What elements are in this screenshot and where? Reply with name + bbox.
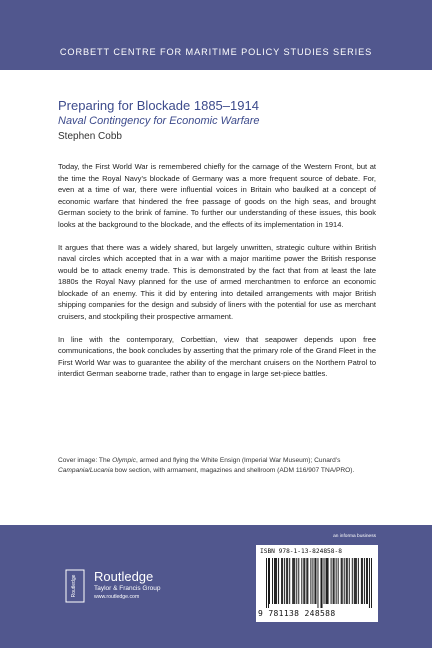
- barcode-bar: [317, 558, 318, 608]
- barcode-bar: [315, 558, 316, 604]
- isbn-label: ISBN 978-1-13-824858-8: [260, 548, 342, 555]
- barcode-bar: [338, 558, 339, 604]
- barcode-bar: [278, 558, 279, 604]
- barcode-bar: [344, 558, 345, 604]
- barcode-bar: [367, 558, 368, 604]
- barcode-bar: [333, 558, 334, 604]
- barcode-bar: [306, 558, 307, 604]
- barcode-bar: [371, 558, 372, 608]
- barcode-bar: [274, 558, 275, 604]
- barcode-bar: [361, 558, 362, 604]
- caption-prefix: Cover image: The: [58, 457, 113, 464]
- barcode-bar: [314, 558, 315, 604]
- book-title: Preparing for Blockade 1885–1914: [58, 98, 259, 113]
- barcode-bar: [312, 558, 313, 604]
- barcode-bar: [287, 558, 288, 604]
- barcode-bar: [284, 558, 285, 604]
- barcode-bar: [275, 558, 276, 604]
- barcode-bar: [286, 558, 287, 604]
- barcode-bar: [355, 558, 356, 604]
- barcode-bar: [292, 558, 293, 604]
- barcode-bar: [366, 558, 367, 604]
- routledge-logo-icon: [63, 569, 87, 603]
- top-band: [0, 0, 432, 70]
- blurb-paragraph: It argues that there was a widely shared, but largely unwritten, strategic culture within British naval circles which accepted that in a war with a major maritime power the British response would be to attack enemy trade. This is demonstrated by the fact that from at least the late 1880s the Royal Navy planned for the use of armed merchantmen to enforce an economic blockade of an enemy. This it did by entering into detailed arrangements with major British shipping companies for the design and subsidy of liners with the potential for use as merchant cruisers, and stockpiling their prospective armament.: [58, 242, 376, 321]
- publisher-group: Taylor & Francis Group: [94, 585, 161, 592]
- barcode-bar: [321, 558, 322, 608]
- barcode-bar: [342, 558, 343, 604]
- blurb: [58, 161, 376, 380]
- barcode-bar: [307, 558, 308, 604]
- barcode-bar: [272, 558, 273, 604]
- informa-tagline: an informa business: [333, 534, 376, 539]
- barcode-bar: [298, 558, 299, 604]
- logo-text: Routledge: [71, 574, 77, 598]
- barcode-bars: [266, 558, 372, 608]
- cover-image-caption: [58, 456, 376, 476]
- barcode-bar: [296, 558, 297, 604]
- barcode-bar: [341, 558, 342, 604]
- barcode-bar: [301, 558, 302, 604]
- barcode-bar: [303, 558, 304, 604]
- barcode-bar: [336, 558, 337, 604]
- barcode-bar: [289, 558, 290, 604]
- book-subtitle: Naval Contingency for Economic Warfare: [58, 115, 260, 127]
- barcode-bar: [358, 558, 359, 604]
- barcode-bar: [326, 558, 327, 604]
- barcode-bar: [294, 558, 295, 604]
- barcode-bar: [276, 558, 277, 604]
- barcode-bar: [324, 558, 325, 604]
- barcode: [256, 545, 378, 622]
- barcode-bar: [268, 558, 269, 608]
- main-content: [58, 98, 376, 380]
- blurb-paragraph: Today, the First World War is remembered chiefly for the carnage of the Western Front, but at the time the Royal Navy’s blockade of Germany was a more frequent source of debate. For, even at a time of war, there were influential voices in Britain who baulked at a concept of economic warfare that hindered the free passage of goods on the high seas, and brought German society to the brink of famine. To further our understanding of these issues, this book looks at the background to the blockade, and the effects of its implementation in 1914.: [58, 162, 376, 229]
- barcode-bar: [346, 558, 347, 604]
- barcode-bar: [293, 558, 294, 604]
- caption-suffix: bow section, with armament, magazines and shellroom (ADM 116/907 TNA/PRO).: [113, 467, 355, 474]
- barcode-bar: [281, 558, 282, 604]
- barcode-bar: [310, 558, 311, 604]
- barcode-bar: [328, 558, 329, 604]
- barcode-bar: [352, 558, 353, 604]
- barcode-digits: 9 781138 248588: [258, 609, 336, 618]
- book-author: Stephen Cobb: [58, 131, 122, 142]
- barcode-bar: [282, 558, 283, 604]
- barcode-bar: [269, 558, 270, 604]
- caption-ship-olympic: Olympic: [112, 457, 136, 464]
- barcode-bar: [322, 558, 323, 608]
- barcode-bar: [327, 558, 328, 604]
- barcode-bar: [354, 558, 355, 604]
- barcode-bar: [349, 558, 350, 604]
- series-title: CORBETT CENTRE FOR MARITIME POLICY STUDIES SERIES: [59, 47, 373, 57]
- publisher-url: www.routledge.com: [94, 594, 140, 600]
- barcode-bar: [369, 558, 370, 608]
- barcode-bar: [356, 558, 357, 604]
- barcode-bar: [266, 558, 267, 608]
- barcode-bar: [304, 558, 305, 604]
- barcode-bar: [347, 558, 348, 604]
- barcode-bar: [364, 558, 365, 604]
- publisher-name: Routledge: [94, 569, 154, 584]
- barcode-bar: [362, 558, 363, 604]
- barcode-bar: [334, 558, 335, 604]
- caption-middle: , armed and flying the White Ensign (Imperial War Museum); Cunard’s: [135, 457, 341, 464]
- blurb-paragraph: In line with the contemporary, Corbettian, view that seapower depends upon free communications, the book concludes by asserting that the primary role of the Grand Fleet in the First World War was to guarantee the ability of the merchant cruisers on the Northern Patrol to interdict German seaborne trade, rather than to engage in large set-piece battles.: [58, 334, 376, 378]
- caption-ship-campania: Campania/Lucania: [58, 467, 113, 474]
- barcode-bar: [331, 558, 332, 604]
